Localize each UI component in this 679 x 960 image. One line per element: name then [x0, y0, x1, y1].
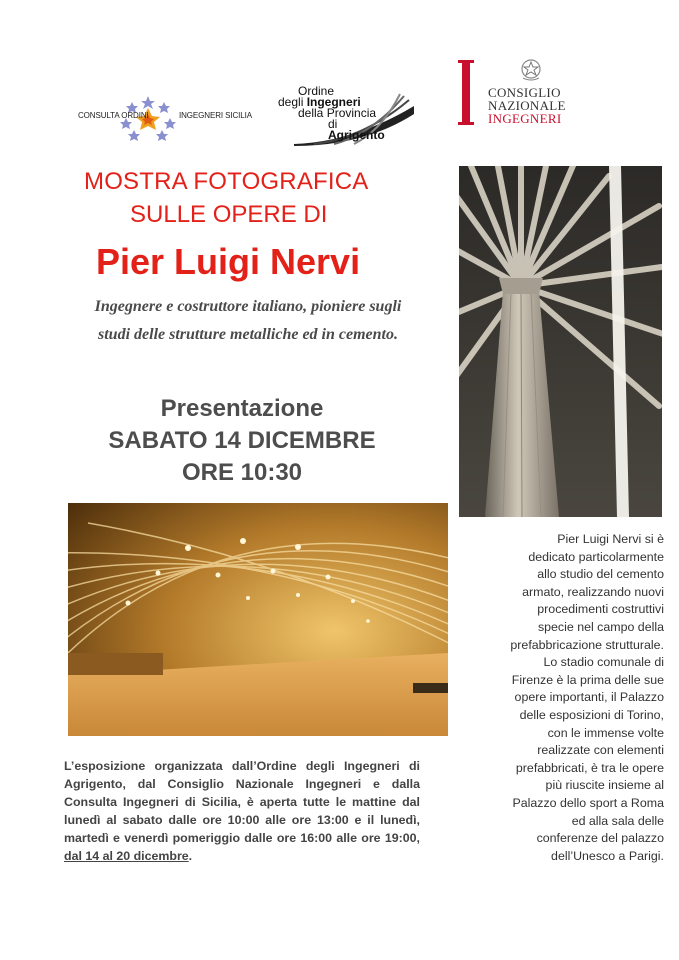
side-line: Firenze è la prima delle sue: [511, 672, 664, 687]
cni-line2: NAZIONALE: [488, 98, 566, 113]
side-line: procedimenti costruttivi: [537, 602, 664, 617]
subtitle-line1: Ingegnere e costruttore italiano, pioniere sugli: [94, 298, 402, 315]
side-line: più riuscite insieme al: [545, 778, 664, 793]
cni-line1: CONSIGLIO: [488, 85, 561, 100]
side-line: dell’Unesco a Parigi.: [551, 848, 664, 863]
side-line: ed alla sala delle: [571, 813, 664, 828]
column-photo: [459, 166, 662, 517]
vaulted-hangar-interior-image: [68, 503, 448, 736]
side-line: specie nel campo della: [537, 619, 664, 634]
side-description: [456, 531, 664, 865]
side-line: prefabbricati, è tra le opere: [515, 760, 664, 775]
exhibition-info-text: L’esposizione organizzata dall’Ordine degli Ingegneri di Agrigento, dal Consiglio Nazionale Ingegneri e dalla Consulta Ingegneri di Sicilia, è aperta tutte le mattine dal lunedì al sabato dalle ore 10:00 alle ore 13:00 e il lunedì, martedì e venerdì pomeriggio dalle ore 16:00 alle ore 19:00,: [64, 759, 420, 845]
side-line: delle esposizioni di Torino,: [519, 707, 664, 722]
subtitle-line2: studi delle strutture metalliche ed in cemento.: [98, 326, 398, 343]
side-line: conferenze del palazzo: [536, 831, 664, 846]
cni-line3: INGEGNERI: [488, 111, 562, 126]
consulta-logo: [74, 94, 252, 142]
exhibition-info-end: .: [188, 849, 193, 863]
side-line: Pier Luigi Nervi si è: [557, 532, 664, 546]
consulta-text-left: CONSULTA ORDINI: [78, 111, 149, 120]
side-line: Lo stadio comunale di: [543, 655, 664, 670]
side-line: Palazzo dello sport a Roma: [512, 795, 664, 810]
exhibition-dates: dal 14 al 20 dicembre: [64, 849, 189, 863]
side-line: con le immense volte: [547, 725, 664, 740]
ordine-line2-pre: degli: [278, 95, 307, 109]
republic-emblem-icon: [520, 58, 542, 82]
ordine-line4-pre: di: [328, 117, 338, 131]
side-line: armato, realizzando nuovi: [522, 584, 664, 599]
side-line: realizzate con elementi: [537, 743, 664, 758]
ordine-line2-bold: Ingegneri: [306, 95, 361, 109]
presentation-block: [60, 393, 424, 489]
ordine-line3: della Provincia: [298, 106, 377, 120]
exhibition-info-paragraph: [64, 757, 420, 865]
ordine-line1: Ordine: [298, 84, 335, 98]
hangar-photo: [68, 503, 448, 736]
side-line: dedicato particolarmente: [528, 549, 664, 564]
ordine-line4-bold: Agrigento: [328, 128, 385, 142]
subtitle: [64, 293, 432, 349]
cni-i-stem: [462, 62, 470, 124]
cni-logo: [458, 58, 588, 128]
ordine-ingegneri-agrigento-logo: [254, 86, 418, 148]
heading-line1: MOSTRA FOTOGRAFICA: [84, 168, 369, 195]
side-line: allo studio del cemento: [537, 567, 664, 582]
cni-i-serif-bottom: [458, 122, 474, 125]
side-line: opere importanti, il Palazzo: [514, 690, 664, 705]
concrete-column-ribbed-ceiling-image: [459, 166, 662, 517]
heading-name: Pier Luigi Nervi: [96, 241, 361, 282]
heading-line2: SULLE OPERE DI: [130, 201, 328, 228]
presentation-time: ORE 10:30: [181, 459, 303, 486]
consulta-text-right: INGEGNERI SICILIA: [179, 111, 252, 120]
presentation-date: SABATO 14 DICEMBRE: [108, 427, 376, 454]
side-line: prefabbricazione strutturale.: [510, 637, 664, 652]
presentation-label: Presentazione: [160, 395, 324, 422]
